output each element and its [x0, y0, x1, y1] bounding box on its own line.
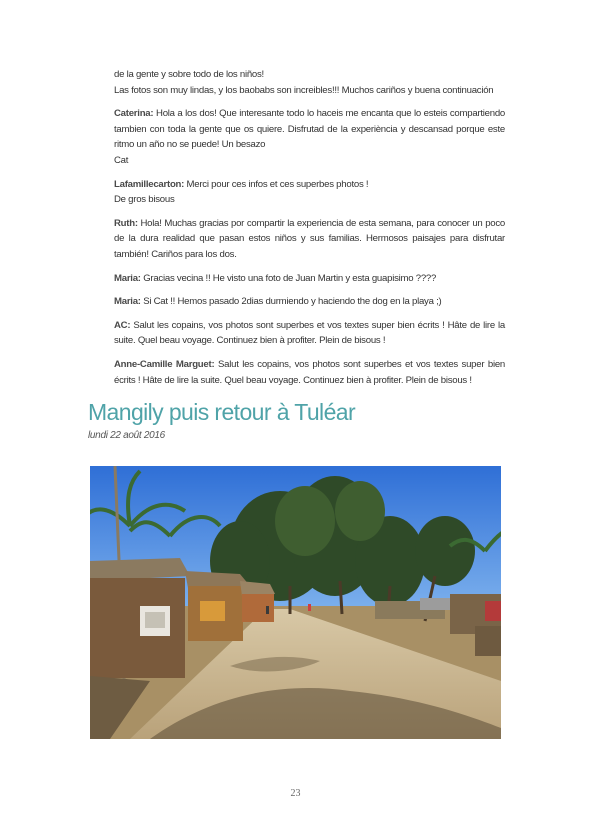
- comment-text: Salut les copains, vos photos sont superbes et vos textes super bien écrits ! Hâte de lire la suite. Quel beau voyage. Continuez bien à profiter. Plein de bisous !: [114, 358, 506, 386]
- comment: [114, 106, 505, 168]
- comment-author: AC:: [114, 319, 131, 331]
- comment: [114, 271, 505, 287]
- comment-author: Lafamillecarton:: [114, 178, 185, 190]
- comment-author: Maria:: [114, 272, 141, 284]
- comment: [114, 357, 505, 388]
- comment-author: Caterina:: [114, 108, 154, 120]
- comment-line: [114, 357, 505, 388]
- comments-section: [114, 67, 505, 396]
- comment-text: Salut les copains, vos photos sont superbes et vos textes super bien écrits ! Hâte de lire la suite. Quel beau voyage. Continuez bien à profiter. Plein de bisous !: [114, 319, 505, 347]
- comment-line: [114, 177, 505, 193]
- comment: [114, 177, 505, 208]
- comment-line: [114, 106, 505, 153]
- comment-text: de la gente y sobre todo de los niños!: [114, 69, 264, 80]
- comment-text: Si Cat !! Hemos pasado 2dias durmiendo y haciendo the dog en la playa ;): [143, 296, 442, 308]
- comment: [114, 318, 505, 349]
- comment: [114, 294, 505, 310]
- comment-text: De gros bisous: [114, 194, 175, 206]
- village-road-photo-image: [90, 466, 501, 739]
- section-date: lundi 22 août 2016: [88, 430, 165, 441]
- comment-line: [114, 192, 505, 208]
- comment: [114, 67, 505, 98]
- comment-line: [114, 67, 505, 83]
- comment-line: [114, 216, 505, 263]
- comment-text: Cat: [114, 154, 129, 166]
- page-number: 23: [290, 788, 301, 799]
- comment-line: [114, 83, 505, 99]
- comment-line: [114, 294, 505, 310]
- village-road-photo: [90, 466, 501, 739]
- comment-text: Gracias vecina !! He visto una foto de Juan Martin y esta guapisimo ????: [143, 272, 437, 284]
- comment-text: Merci pour ces infos et ces superbes photos !: [186, 178, 369, 190]
- comment-line: [114, 318, 505, 349]
- comment-text: Hola a los dos! Que interesante todo lo haceis me encanta que lo esteis compartiendo tambien con toda la gente que os quiere. Disfrutad de la experiència y descansad porque este ritmo un año no se puede! Un besazo: [114, 108, 505, 151]
- comment-author: Anne-Camille Marguet:: [114, 358, 215, 370]
- comment-line: [114, 271, 505, 287]
- comment: [114, 216, 505, 263]
- comment-text: Hola! Muchas gracias por compartir la experiencia de esta semana, para conocer un poco de la dura realidad que pasan estos niños y sus familias. Hermosos paisajes para disfrutar también! Cariños para los dos.: [114, 217, 505, 260]
- comment-author: Ruth:: [114, 217, 138, 229]
- section-title: Mangily puis retour à Tuléar: [88, 399, 356, 425]
- comment-text: Las fotos son muy lindas, y los baobabs son increibles!!! Muchos cariños y buena continuación: [114, 84, 494, 96]
- comment-line: [114, 153, 505, 169]
- comment-author: Maria:: [114, 296, 141, 308]
